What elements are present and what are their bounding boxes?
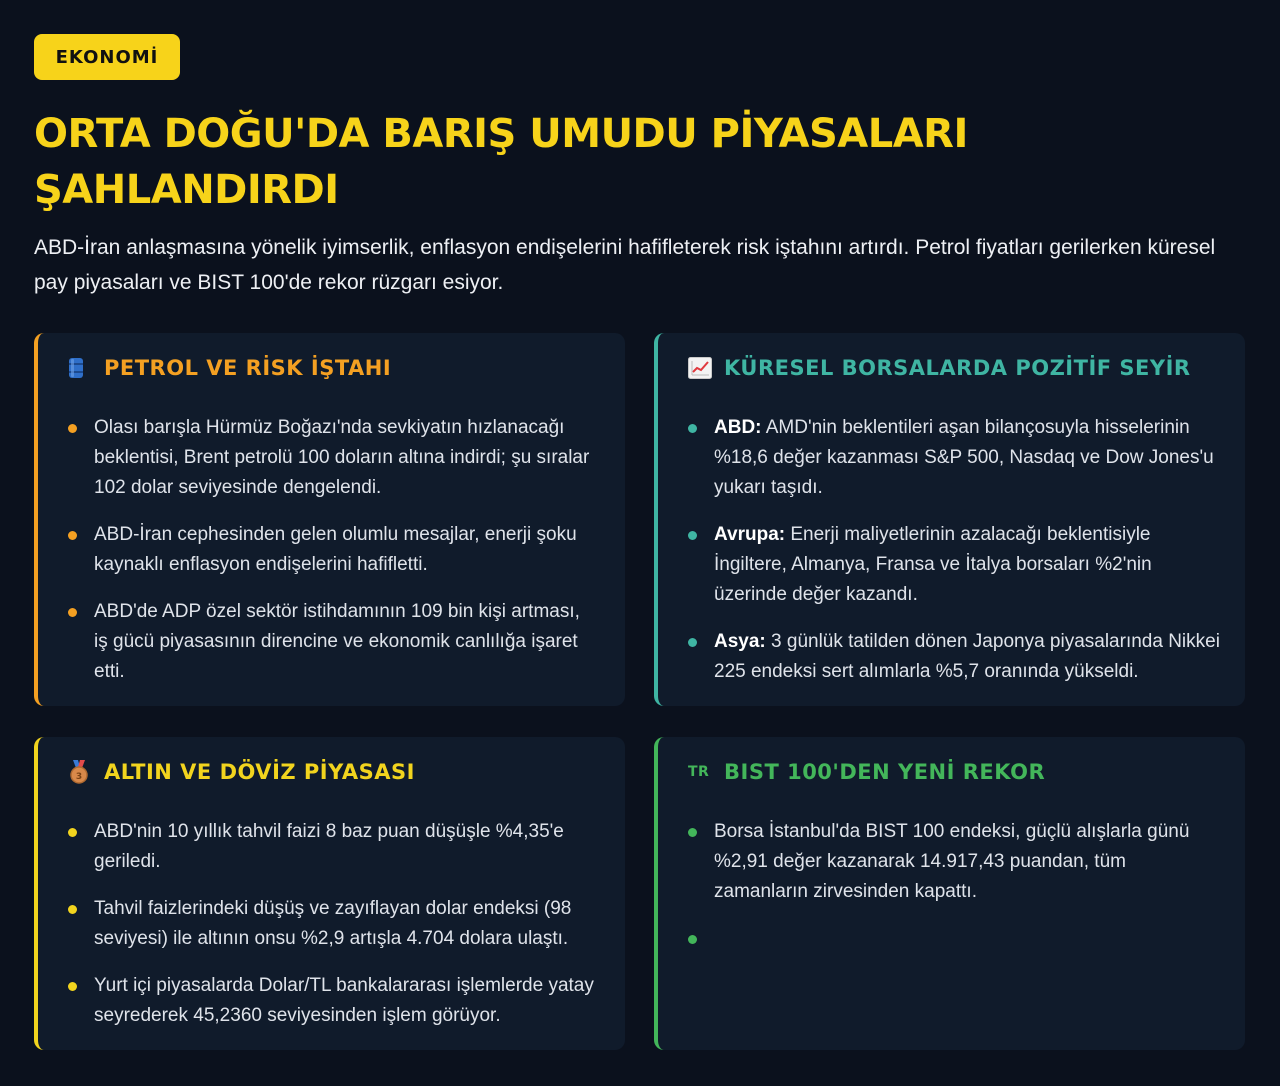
bullet-icon bbox=[68, 982, 77, 991]
list-item: Yurt içi piyasalarda Dolar/TL bankalararası işlemlerde yatay seyrederek 45,2360 seviyesinden işlem görüyor. bbox=[66, 971, 596, 1031]
card-heading: PETROL VE RİSK İŞTAHI bbox=[104, 356, 392, 380]
list-item: ABD-İran cephesinden gelen olumlu mesajlar, enerji şoku kaynaklı enflasyon endişelerini hafifletti. bbox=[66, 520, 596, 580]
bullet-icon bbox=[688, 424, 697, 433]
bullet-icon bbox=[68, 905, 77, 914]
subheadline: ABD-İran anlaşmasına yönelik iyimserlik, enflasyon endişelerini hafifleterek risk iştahını artırdı. Petrol fiyatları gerilerken küresel pay piyasaları ve BIST 100'de rekor rüzgarı esiyor. bbox=[34, 236, 1216, 294]
list-item: Borsa İstanbul'da BIST 100 endeksi, güçlü alışlarla günü %2,91 değer kazanarak 14.917,43 puandan, tüm zamanların zirvesinden kapattı. bbox=[686, 817, 1216, 907]
bullet-icon bbox=[688, 935, 697, 944]
list-item: ABD: AMD'nin beklentileri aşan bilançosuyla hisselerinin %18,6 değer kazanması S&P 500, Nasdaq ve Dow Jones'u yukarı taşıdı. bbox=[686, 413, 1221, 503]
card-list bbox=[66, 817, 596, 1048]
card-global-markets bbox=[654, 333, 1245, 706]
card-gold-fx bbox=[34, 737, 625, 1050]
bullet-icon bbox=[68, 608, 77, 617]
card-heading: ALTIN VE DÖVİZ PİYASASI bbox=[104, 760, 415, 784]
list-item: ABD'de ADP özel sektör istihdamının 109 bin kişi artması, iş gücü piyasasının direncine ve ekonomik canlılığa işaret etti. bbox=[66, 597, 596, 687]
bullet-icon bbox=[68, 531, 77, 540]
list-item bbox=[686, 924, 1216, 954]
bullet-icon bbox=[68, 424, 77, 433]
bullet-icon bbox=[688, 638, 697, 647]
card-list bbox=[686, 413, 1221, 704]
card-heading: KÜRESEL BORSALARDA POZİTİF SEYİR bbox=[724, 356, 1191, 380]
svg-text:3: 3 bbox=[75, 772, 83, 782]
list-item: ABD'nin 10 yıllık tahvil faizi 8 baz puan düşüşle %4,35'e geriledi. bbox=[66, 817, 596, 877]
bullet-icon bbox=[688, 828, 697, 837]
headline: ORTA DOĞU'DA BARIŞ UMUDU PİYASALARI ŞAHLANDIRDI bbox=[34, 111, 968, 213]
medal-icon bbox=[68, 760, 98, 784]
bullet-icon bbox=[688, 531, 697, 540]
list-item: Asya: 3 günlük tatilden dönen Japonya piyasalarında Nikkei 225 endeksi sert alımlarla %5,7 oranında yükseldi. bbox=[686, 627, 1221, 687]
bullet-icon bbox=[68, 828, 77, 837]
chart-increasing-icon bbox=[688, 357, 718, 379]
list-item: Olası barışla Hürmüz Boğazı'nda sevkiyatın hızlanacağı beklentisi, Brent petrolü 100 doların altına indirdi; şu sıralar 102 dolar seviyesinde dengelendi. bbox=[66, 413, 596, 503]
card-header bbox=[68, 757, 415, 787]
list-item: Avrupa: Enerji maliyetlerinin azalacağı beklentisiyle İngiltere, Almanya, Fransa ve İtalya borsaları %2'nin üzerinde değer kazandı. bbox=[686, 520, 1221, 610]
card-header bbox=[688, 353, 1191, 383]
card-list bbox=[686, 817, 1216, 971]
oil-barrel-icon bbox=[68, 357, 98, 379]
card-list bbox=[66, 413, 596, 704]
list-item: Tahvil faizlerindeki düşüş ve zayıflayan dolar endeksi (98 seviyesi) ile altının onsu %2,9 artışla 4.704 dolara ulaştı. bbox=[66, 894, 596, 954]
category-badge: EKONOMİ bbox=[34, 34, 180, 80]
card-header bbox=[688, 757, 1045, 787]
card-heading: BIST 100'DEN YENİ REKOR bbox=[724, 760, 1046, 784]
card-header bbox=[68, 353, 391, 383]
card-petrol bbox=[34, 333, 625, 706]
tr-flag-icon: TR bbox=[688, 764, 710, 780]
card-bist bbox=[654, 737, 1245, 1050]
